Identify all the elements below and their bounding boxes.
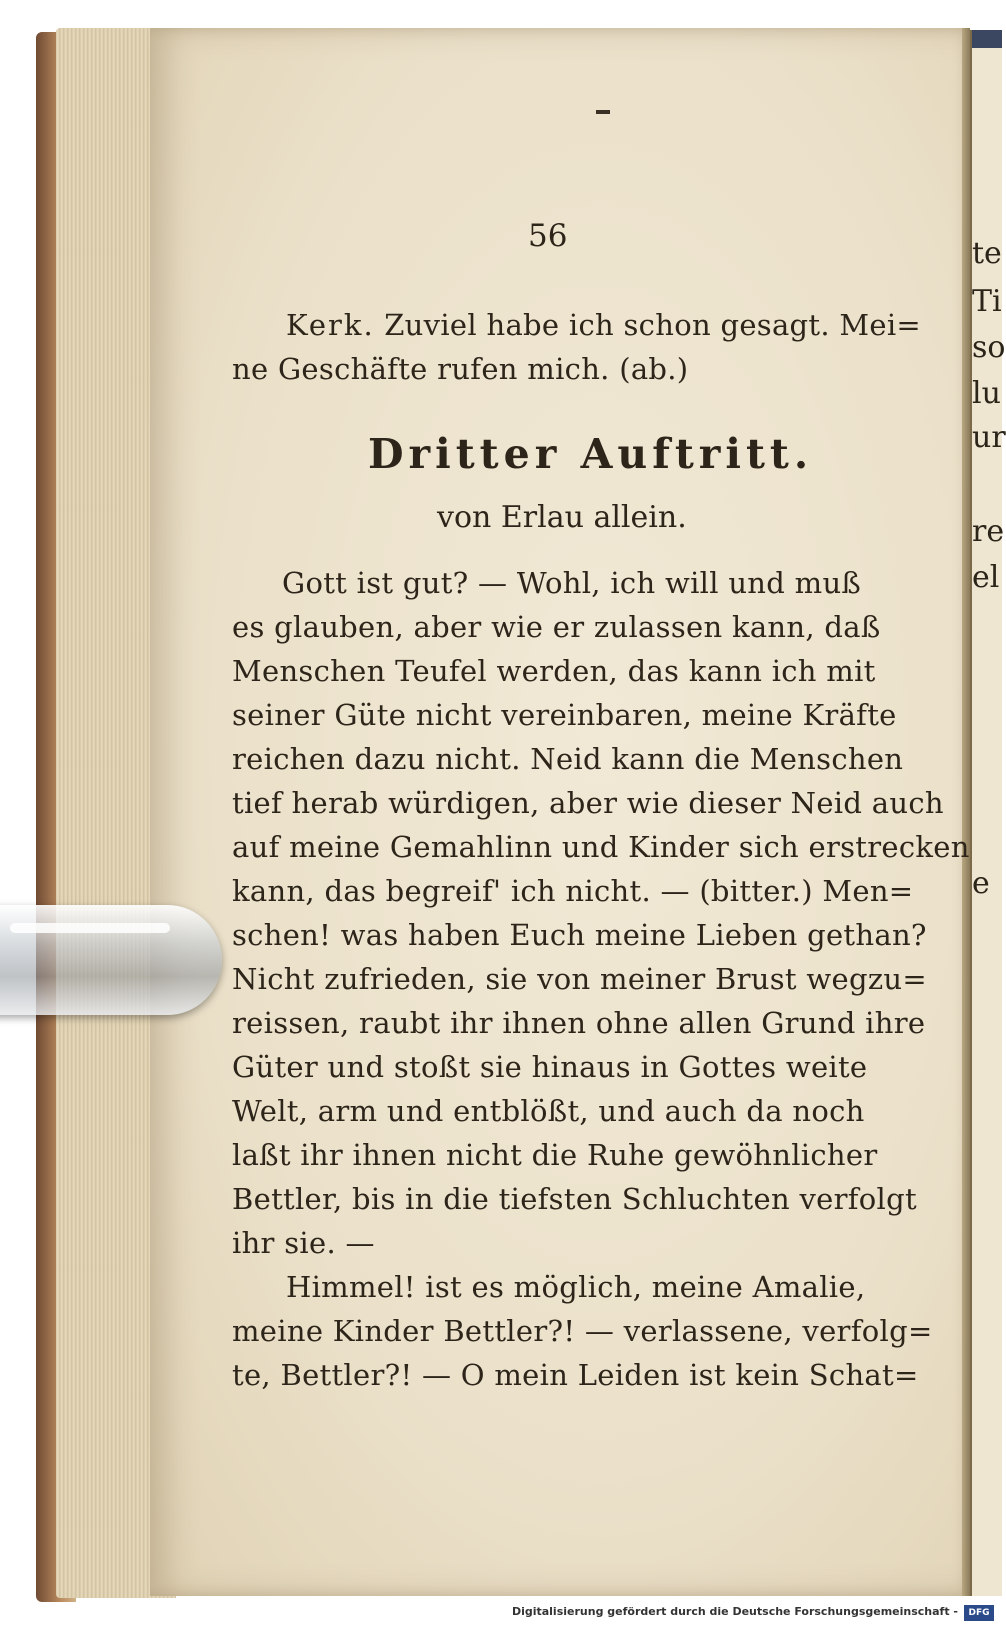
text-line: tief herab würdigen, aber wie dieser Neid auch bbox=[232, 786, 944, 820]
scene-heading: Dritter Auftritt. bbox=[368, 430, 814, 478]
text-line: Güter und stoßt sie hinaus in Gottes weite bbox=[232, 1050, 868, 1084]
facing-page-fragment: el bbox=[972, 560, 1000, 595]
text-line: kann, das begreif' ich nicht. — (bitter.) Men= bbox=[232, 874, 914, 908]
text-line: reissen, raubt ihr ihnen ohne allen Grund ihre bbox=[232, 1006, 926, 1040]
text-line: reichen dazu nicht. Neid kann die Menschen bbox=[232, 742, 904, 776]
facing-page-fragment: lu bbox=[972, 376, 1001, 411]
text-line: te, Bettler?! — O mein Leiden ist kein Schat= bbox=[232, 1358, 919, 1392]
facing-page-fragment: so bbox=[972, 330, 1006, 365]
footer-credit: Digitalisierung gefördert durch die Deutsche Forschungsgemeinschaft - bbox=[511, 1605, 958, 1618]
text-line: Welt, arm und entblößt, und auch da noch bbox=[232, 1094, 865, 1128]
facing-page-fragment: re bbox=[972, 514, 1005, 549]
text-line: Bettler, bis in die tiefsten Schluchten verfolgt bbox=[232, 1182, 917, 1216]
text-line: Menschen Teufel werden, das kann ich mit bbox=[232, 654, 876, 688]
scene-subheading: von Erlau allein. bbox=[437, 500, 687, 535]
glass-page-weight bbox=[0, 905, 222, 1015]
text-line: laßt ihr ihnen nicht die Ruhe gewöhnlicher bbox=[232, 1138, 878, 1172]
speaker-text: Zuviel habe ich schon gesagt. Mei= bbox=[384, 308, 922, 342]
facing-page-fragment: Ti bbox=[972, 284, 1002, 319]
text-line: ihr sie. — bbox=[232, 1226, 375, 1260]
text-line: schen! was haben Euch meine Lieben gethan? bbox=[232, 918, 927, 952]
speaker-line bbox=[286, 308, 921, 342]
speaker-name: Kerk. bbox=[286, 308, 375, 342]
printer-mark bbox=[596, 110, 610, 114]
text-line: seiner Güte nicht vereinbaren, meine Kräfte bbox=[232, 698, 897, 732]
text-line: auf meine Gemahlinn und Kinder sich erstrecken bbox=[232, 830, 970, 864]
footer-bar bbox=[0, 1602, 1000, 1626]
page-number: 56 bbox=[528, 218, 568, 254]
text-line: es glauben, aber wie er zulassen kann, daß bbox=[232, 610, 881, 644]
page-gutter bbox=[962, 28, 970, 1596]
dfg-logo-icon: DFG bbox=[964, 1605, 994, 1621]
text-line: Nicht zufrieden, sie von meiner Brust wegzu= bbox=[232, 962, 928, 996]
text-line: meine Kinder Bettler?! — verlassene, verfolg= bbox=[232, 1314, 933, 1348]
text-line: Gott ist gut? — Wohl, ich will und muß bbox=[282, 566, 862, 600]
facing-page-fragment: e bbox=[972, 866, 990, 901]
facing-page-fragment: te bbox=[972, 236, 1002, 271]
text-line: Himmel! ist es möglich, meine Amalie, bbox=[286, 1270, 866, 1304]
speaker-line-continued: ne Geschäfte rufen mich. (ab.) bbox=[232, 352, 689, 386]
facing-page-edge bbox=[972, 30, 1002, 48]
facing-page-fragment: ur bbox=[972, 420, 1006, 455]
